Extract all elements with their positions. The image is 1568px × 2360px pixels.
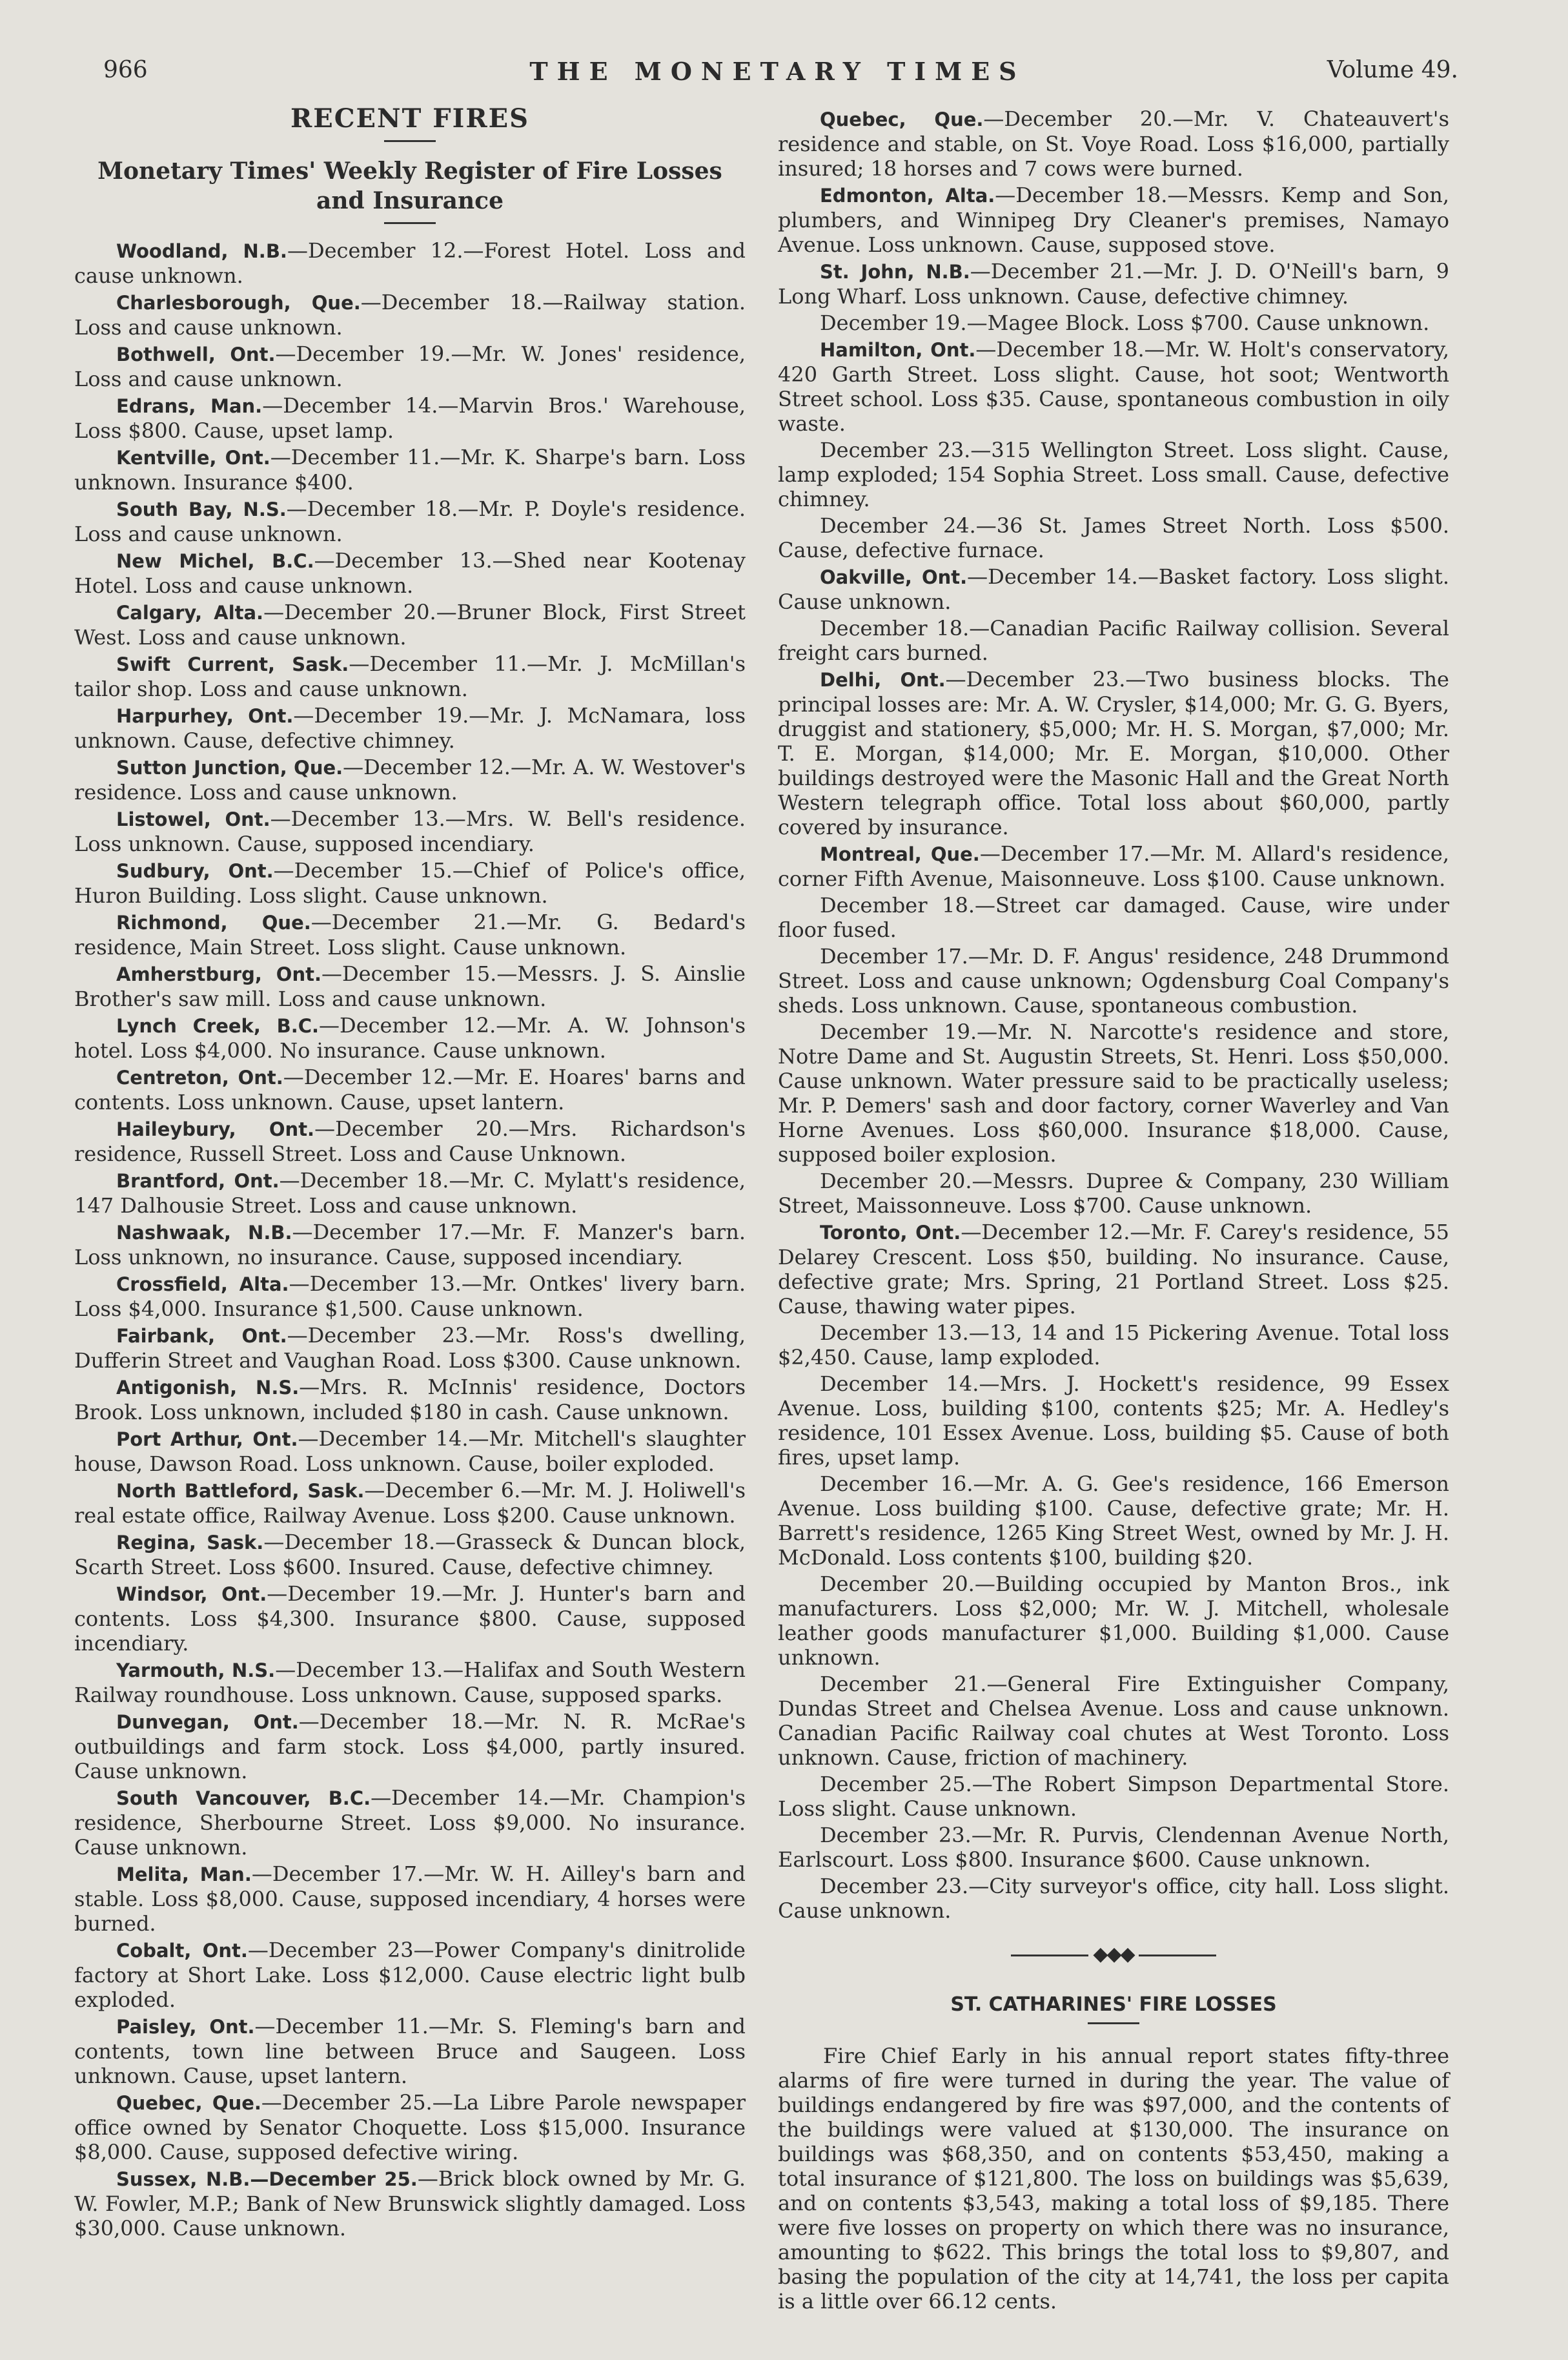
- register-subtitle: [74, 156, 746, 216]
- entry-location: Toronto, Ont.: [820, 1222, 961, 1244]
- entry-location: Listowel, Ont.: [116, 808, 270, 830]
- entry-text: —December 21.—Mr. G. Bedard's residence, Main Street. Loss slight. Cause unknown.: [74, 910, 746, 959]
- fire-entry: [74, 2166, 746, 2241]
- ornament-line-left: [1011, 1955, 1088, 1956]
- fire-entry: [778, 564, 1449, 614]
- entry-location: Regina, Sask.: [116, 1532, 264, 1554]
- entry-text: —December 14.—Mr. Champion's residence, Sherbourne Street. Loss $9,000. No insurance. Cause unknown.: [74, 1785, 746, 1860]
- entry-text: —December 13.—Mr. Ontkes' livery barn. Loss $4,000. Insurance $1,500. Cause unknown.: [74, 1271, 746, 1321]
- entry-text: December 19.—Mr. N. Narcotte's residence and store, Notre Dame and St. Augustin Streets, St. Henri. Loss $50,000. Cause unknown. Water pressure said to be practically useless; Mr. P. Demers' sash and door factory, corner Waverley and Van Horne Avenues. Loss $60,000. Insurance $18,000. Cause, supposed boiler explosion.: [778, 1020, 1449, 1167]
- fire-entry: [778, 1572, 1449, 1670]
- fire-entry: [74, 703, 746, 753]
- fire-entry: [74, 1709, 746, 1783]
- entry-location: Sutton Junction, Que.: [116, 757, 343, 779]
- entry-text: —December 17.—Mr. W. H. Ailley's barn and stable. Loss $8,000. Cause, supposed incendiary, 4 horses were burned.: [74, 1862, 746, 1936]
- right-entry-list: [778, 107, 1449, 1923]
- fire-entry: [778, 1220, 1449, 1319]
- entry-text: —December 12.—Mr. E. Hoares' barns and contents. Loss unknown. Cause, upset lantern.: [74, 1065, 746, 1114]
- entry-location: Bothwell, Ont.: [116, 344, 276, 365]
- entry-text: —December 20.—Bruner Block, First Street West. Loss and cause unknown.: [74, 600, 746, 650]
- entry-text: December 18.—Street car damaged. Cause, wire under floor fused.: [778, 893, 1449, 942]
- entry-location: Edrans, Man.: [116, 395, 263, 417]
- fire-entry: [74, 445, 746, 495]
- entry-text: —December 25.—La Libre Parole newspaper office owned by Senator Choquette. Loss $15,000. Insurance $8,000. Cause, supposed defective wiring.: [74, 2090, 746, 2164]
- fire-entry: [778, 337, 1449, 436]
- entry-location: Melita, Man.: [116, 1863, 252, 1885]
- volume-label: Volume 49.: [1327, 57, 1458, 83]
- fire-entry: [778, 107, 1449, 181]
- right-column: [778, 107, 1449, 2314]
- running-header: [97, 57, 1458, 96]
- fire-entry: [778, 1874, 1449, 1923]
- fire-entry: [778, 1823, 1449, 1872]
- entry-text: —December 19.—Mr. J. McNamara, loss unknown. Cause, defective chimney.: [74, 703, 746, 753]
- entry-text: —December 18.—Mr. W. Holt's conservatory, 420 Garth Street. Loss slight. Cause, hot soot; Wentworth Street school. Loss $35. Cause, spontaneous combustion in oily waste.: [778, 337, 1449, 436]
- publication-title: THE MONETARY TIMES: [529, 57, 1026, 86]
- entry-text: December 23.—315 Wellington Street. Loss slight. Cause, lamp exploded; 154 Sophia Street. Loss small. Cause, defective chimney.: [778, 438, 1449, 511]
- fire-entry: [74, 1065, 746, 1114]
- fire-entry: [74, 1116, 746, 1166]
- entry-location: Windsor, Ont.: [116, 1583, 267, 1605]
- entry-text: December 23.—City surveyor's office, city hall. Loss slight. Cause unknown.: [778, 1874, 1449, 1923]
- entry-location: Lynch Creek, B.C.: [116, 1015, 320, 1037]
- entry-text: —December 18.—Mr. C. Mylatt's residence, 147 Dalhousie Street. Loss and cause unknown.: [74, 1168, 746, 1218]
- fire-entry: [74, 1530, 746, 1579]
- entry-location: Brantford, Ont.: [116, 1170, 280, 1192]
- fire-entry: [74, 238, 746, 288]
- entry-text: —December 17.—Mr. F. Manzer's barn. Loss unknown, no insurance. Cause, supposed incendiary.: [74, 1220, 746, 1269]
- entry-location: Fairbank, Ont.: [116, 1325, 287, 1347]
- entry-text: December 13.—13, 14 and 15 Pickering Avenue. Total loss $2,450. Cause, lamp exploded.: [778, 1320, 1449, 1370]
- entry-text: December 18.—Canadian Pacific Railway collision. Several freight cars burned.: [778, 616, 1449, 665]
- fire-entry: [74, 2090, 746, 2164]
- entry-text: —December 23—Power Company's dinitrolide factory at Short Lake. Loss $12,000. Cause electric light bulb exploded.: [74, 1938, 746, 2012]
- fire-entry: [74, 1426, 746, 1476]
- fire-entry: [778, 513, 1449, 562]
- entry-location: Haileybury, Ont.: [116, 1118, 315, 1140]
- entry-text: —Brick block owned by Mr. G. W. Fowler, M.P.; Bank of New Brunswick slightly damaged. Loss $30,000. Cause unknown.: [74, 2166, 746, 2241]
- fire-entry: [74, 1581, 746, 1656]
- entry-location: Quebec, Que.: [820, 108, 984, 130]
- entry-text: —December 23.—Mr. Ross's dwelling, Dufferin Street and Vaughan Road. Loss $300. Cause unknown.: [74, 1323, 746, 1373]
- entry-text: —December 12.—Mr. A. W. Westover's residence. Loss and cause unknown.: [74, 755, 746, 805]
- st-catharines-rule: [1088, 2022, 1139, 2024]
- entry-location: New Michel, B.C.: [116, 550, 314, 572]
- subtitle-rule: [384, 222, 436, 224]
- page-number: 966: [103, 57, 148, 83]
- entry-text: —December 19.—Mr. W. Jones' residence, Loss and cause unknown.: [74, 342, 746, 391]
- fire-entry: [778, 183, 1449, 257]
- entry-text: December 23.—Mr. R. Purvis, Clendennan Avenue North, Earlscourt. Loss $800. Insurance $600. Cause unknown.: [778, 1823, 1449, 1872]
- fire-entry: [778, 841, 1449, 891]
- entry-location: North Battleford, Sask.: [116, 1480, 365, 1502]
- ornament-diamond: ◆◆◆: [1093, 1943, 1134, 1965]
- entry-text: —December 17.—Mr. M. Allard's residence, corner Fifth Avenue, Maisonneuve. Loss $100. Cause unknown.: [778, 841, 1449, 891]
- entry-location: Paisley, Ont.: [116, 2016, 255, 2038]
- entry-text: December 24.—36 St. James Street North. Loss $500. Cause, defective furnace.: [778, 513, 1449, 562]
- entry-location: Quebec, Que.: [116, 2092, 261, 2114]
- entry-text: December 21.—General Fire Extinguisher Company, Dundas Street and Chelsea Avenue. Loss and cause unknown. Canadian Pacific Railway coal chutes at West Toronto. Loss unknown. Cause, friction of machinery.: [778, 1672, 1449, 1770]
- left-entry-list: [74, 238, 746, 2241]
- fire-entry: [778, 438, 1449, 511]
- entry-text: —December 23.—Two business blocks. The principal losses are: Mr. A. W. Crysler, $14,000; Mr. G. G. Byers, druggist and stationery, $5,000; Mr. H. S. Morgan, $7,000; Mr. T. E. Morgan, $14,000; Mr. E. Morgan, $10,000. Other buildings destroyed were the Masonic Hall and the Great North Western telegraph office. Total loss about $60,000, partly covered by insurance.: [778, 667, 1449, 839]
- entry-text: —December 21.—Mr. J. D. O'Neill's barn, 9 Long Wharf. Loss unknown. Cause, defective chimney.: [778, 259, 1450, 309]
- entry-text: —December 11.—Mr. J. McMillan's tailor shop. Loss and cause unknown.: [74, 652, 746, 701]
- entry-text: —December 12.—Mr. A. W. Johnson's hotel. Loss $4,000. No insurance. Cause unknown.: [74, 1013, 746, 1063]
- entry-text: —December 18.—Mr. N. R. McRae's outbuildings and farm stock. Loss $4,000, partly insured. Cause unknown.: [74, 1709, 746, 1783]
- entry-location: Harpurhey, Ont.: [116, 705, 294, 727]
- fire-entry: [778, 893, 1449, 942]
- fire-entry: [778, 259, 1449, 309]
- fire-entry: [74, 290, 746, 340]
- fire-entry: [74, 858, 746, 908]
- fire-entry: [74, 652, 746, 701]
- entry-text: —December 13.—Mrs. W. Bell's residence. Loss unknown. Cause, supposed incendiary.: [74, 806, 746, 856]
- entry-text: —December 18.—Messrs. Kemp and Son, plumbers, and Winnipeg Dry Cleaner's premises, Namayo Avenue. Loss unknown. Cause, supposed stove.: [778, 183, 1450, 257]
- entry-text: —December 12.—Forest Hotel. Loss and cause unknown.: [74, 238, 746, 288]
- fire-entry: [74, 1938, 746, 2012]
- entry-text: —December 13.—Halifax and South Western Railway roundhouse. Loss unknown. Cause, supposed sparks.: [74, 1657, 746, 1707]
- fire-entry: [74, 1657, 746, 1707]
- fire-entry: [74, 1323, 746, 1373]
- fire-entry: [74, 910, 746, 959]
- fire-entry: [74, 755, 746, 805]
- entry-text: —December 11.—Mr. K. Sharpe's barn. Loss unknown. Insurance $400.: [74, 445, 746, 495]
- entry-location: Richmond, Que.: [116, 912, 311, 934]
- fire-entry: [778, 1772, 1449, 1821]
- entry-text: —December 18.—Grasseck & Duncan block, Scarth Street. Loss $600. Insured. Cause, defective chimney.: [74, 1530, 746, 1579]
- entry-location: Kentville, Ont.: [116, 447, 270, 469]
- fire-entry: [778, 1169, 1449, 1218]
- fire-entry: [74, 497, 746, 546]
- fire-entry: [778, 1371, 1449, 1470]
- fire-entry: [74, 1168, 746, 1218]
- entry-location: Montreal, Que.: [820, 843, 980, 865]
- entry-location: Delhi, Ont.: [820, 669, 946, 691]
- fire-entry: [74, 1220, 746, 1269]
- entry-text: December 25.—The Robert Simpson Departmental Store. Loss slight. Cause unknown.: [778, 1772, 1449, 1821]
- entry-text: —December 14.—Mr. Mitchell's slaughter house, Dawson Road. Loss unknown. Cause, boiler exploded.: [74, 1426, 746, 1476]
- entry-text: —December 14.—Marvin Bros.' Warehouse, Loss $800. Cause, upset lamp.: [74, 393, 746, 443]
- st-catharines-title: ST. CATHARINES' FIRE LOSSES: [950, 1993, 1277, 2016]
- entry-text: December 16.—Mr. A. G. Gee's residence, 166 Emerson Avenue. Loss building $100. Cause, defective grate; Mr. H. Barrett's residence, 1265 King Street West, owned by Mr. J. H. McDonald. Loss contents $100, building $20.: [778, 1472, 1449, 1570]
- entry-text: —December 15.—Messrs. J. S. Ainslie Brother's saw mill. Loss and cause unknown.: [74, 961, 746, 1011]
- entry-text: —December 18.—Railway station. Loss and cause unknown.: [74, 290, 746, 340]
- entry-text: —December 11.—Mr. S. Fleming's barn and contents, town line between Bruce and Saugeen. Loss unknown. Cause, upset lantern.: [74, 2014, 746, 2088]
- entry-text: —Mrs. R. McInnis' residence, Doctors Brook. Loss unknown, included $180 in cash. Cause unknown.: [74, 1375, 746, 1424]
- entry-text: —December 20.—Mrs. Richardson's residence, Russell Street. Loss and Cause Unknown.: [74, 1116, 746, 1166]
- fire-entry: [778, 1320, 1449, 1370]
- entry-location: South Vancouver, B.C.: [116, 1787, 371, 1809]
- entry-location: Hamilton, Ont.: [820, 339, 976, 361]
- fire-entry: [778, 311, 1449, 335]
- subtitle-line-2: and Insurance: [316, 187, 504, 214]
- entry-text: —December 15.—Chief of Police's office, Huron Building. Loss slight. Cause unknown.: [74, 858, 746, 908]
- entry-text: —December 19.—Mr. J. Hunter's barn and contents. Loss $4,300. Insurance $800. Cause, supposed incendiary.: [74, 1581, 746, 1656]
- fire-entry: [74, 600, 746, 650]
- fire-entry: [778, 667, 1449, 839]
- entry-text: —December 18.—Mr. P. Doyle's residence. Loss and cause unknown.: [74, 497, 746, 546]
- entry-location: South Bay, N.S.: [116, 498, 287, 520]
- fire-entry: [778, 944, 1449, 1018]
- entry-text: December 20.—Messrs. Dupree & Company, 230 William Street, Maissonneuve. Loss $700. Cause unknown.: [778, 1169, 1449, 1218]
- fire-entry: [778, 1472, 1449, 1570]
- entry-text: —December 6.—Mr. M. J. Holiwell's real estate office, Railway Avenue. Loss $200. Cause unknown.: [74, 1478, 746, 1528]
- entry-location: Sussex, N.B.—December 25.: [116, 2168, 418, 2190]
- entry-location: Nashwaak, N.B.: [116, 1222, 292, 1244]
- fire-entry: [74, 342, 746, 391]
- fire-entry: [74, 961, 746, 1011]
- st-catharines-body: Fire Chief Early in his annual report states fifty-three alarms of fire were turned in during the year. The value of buildings endangered by fire was $97,000, and the contents of the buildings were valued at $130,000. The insurance on buildings was $68,350, and on contents $53,450, making a total insurance of $121,800. The loss on buildings was $5,639, and on contents $3,543, making a total loss of $9,185. There were five losses on property on which there was no insurance, amounting to $622. This brings the total loss to $9,807, and basing the population of the city at 14,741, the loss per capita is a little over 66.12 cents.: [778, 2044, 1449, 2314]
- entry-text: —December 12.—Mr. F. Carey's residence, 55 Delarey Crescent. Loss $50, building. No insurance. Cause, defective grate; Mrs. Spring, 21 Portland Street. Loss $25. Cause, thawing water pipes.: [778, 1220, 1449, 1319]
- entry-text: —December 20.—Mr. V. Chateauvert's residence and stable, on St. Voye Road. Loss $16,000, partially insured; 18 horses and 7 cows were burned.: [778, 107, 1449, 181]
- entry-location: Calgary, Alta.: [116, 602, 264, 624]
- fire-entry: [74, 1862, 746, 1936]
- fire-entry: [74, 1785, 746, 1860]
- entry-text: December 17.—Mr. D. F. Angus' residence, 248 Drummond Street. Loss and cause unknown; Ogdensburg Coal Company's sheds. Loss unknown. Cause, spontaneous combustion.: [778, 944, 1449, 1018]
- entry-location: Centreton, Ont.: [116, 1067, 283, 1089]
- fire-entry: [778, 1020, 1449, 1167]
- entry-location: Port Arthur, Ont.: [116, 1428, 298, 1450]
- entry-location: Antigonish, N.S.: [116, 1377, 300, 1399]
- fire-entry: [74, 806, 746, 856]
- fire-entry: [74, 1271, 746, 1321]
- entry-location: Oakville, Ont.: [820, 566, 968, 588]
- entry-location: Dunvegan, Ont.: [116, 1711, 299, 1733]
- fire-entry: [778, 616, 1449, 665]
- section-ornament: [778, 1942, 1449, 1967]
- fire-entry: [74, 393, 746, 443]
- entry-location: Cobalt, Ont.: [116, 1940, 248, 1962]
- entry-location: Edmonton, Alta.: [820, 185, 995, 207]
- entry-location: Amherstburg, Ont.: [116, 963, 321, 985]
- entry-text: December 19.—Magee Block. Loss $700. Cause unknown.: [820, 311, 1430, 335]
- entry-text: December 14.—Mrs. J. Hockett's residence, 99 Essex Avenue. Loss, building $100, contents $25; Mr. A. Hedley's residence, 101 Essex Avenue. Loss, building $5. Cause of both fires, upset lamp.: [778, 1371, 1449, 1470]
- fire-entry: [74, 1375, 746, 1424]
- left-column: [74, 103, 746, 2242]
- fire-entry: [74, 548, 746, 598]
- entry-text: —December 14.—Basket factory. Loss slight. Cause unknown.: [778, 564, 1449, 614]
- entry-text: December 20.—Building occupied by Manton Bros., ink manufacturers. Loss $2,000; Mr. W. J. Mitchell, wholesale leather goods manufacturer $1,000. Building $1,000. Cause unknown.: [778, 1572, 1449, 1670]
- entry-location: Crossfield, Alta.: [116, 1273, 289, 1295]
- fire-entry: [74, 1478, 746, 1528]
- fire-entry: [74, 1013, 746, 1063]
- entry-location: St. John, N.B.: [820, 261, 970, 283]
- section-title: RECENT FIRES: [290, 103, 530, 134]
- fire-entry: [778, 1672, 1449, 1770]
- entry-location: Yarmouth, N.S.: [116, 1659, 276, 1681]
- entry-location: Woodland, N.B.: [116, 240, 287, 262]
- fire-entry: [74, 2014, 746, 2088]
- entry-text: —December 13.—Shed near Kootenay Hotel. Loss and cause unknown.: [74, 548, 746, 598]
- entry-location: Swift Current, Sask.: [116, 653, 349, 675]
- entry-location: Sudbury, Ont.: [116, 860, 274, 882]
- subtitle-line-1: Monetary Times' Weekly Register of Fire Losses: [97, 158, 722, 185]
- entry-location: Charlesborough, Que.: [116, 292, 361, 314]
- title-rule: [384, 140, 436, 142]
- ornament-line-right: [1139, 1955, 1216, 1956]
